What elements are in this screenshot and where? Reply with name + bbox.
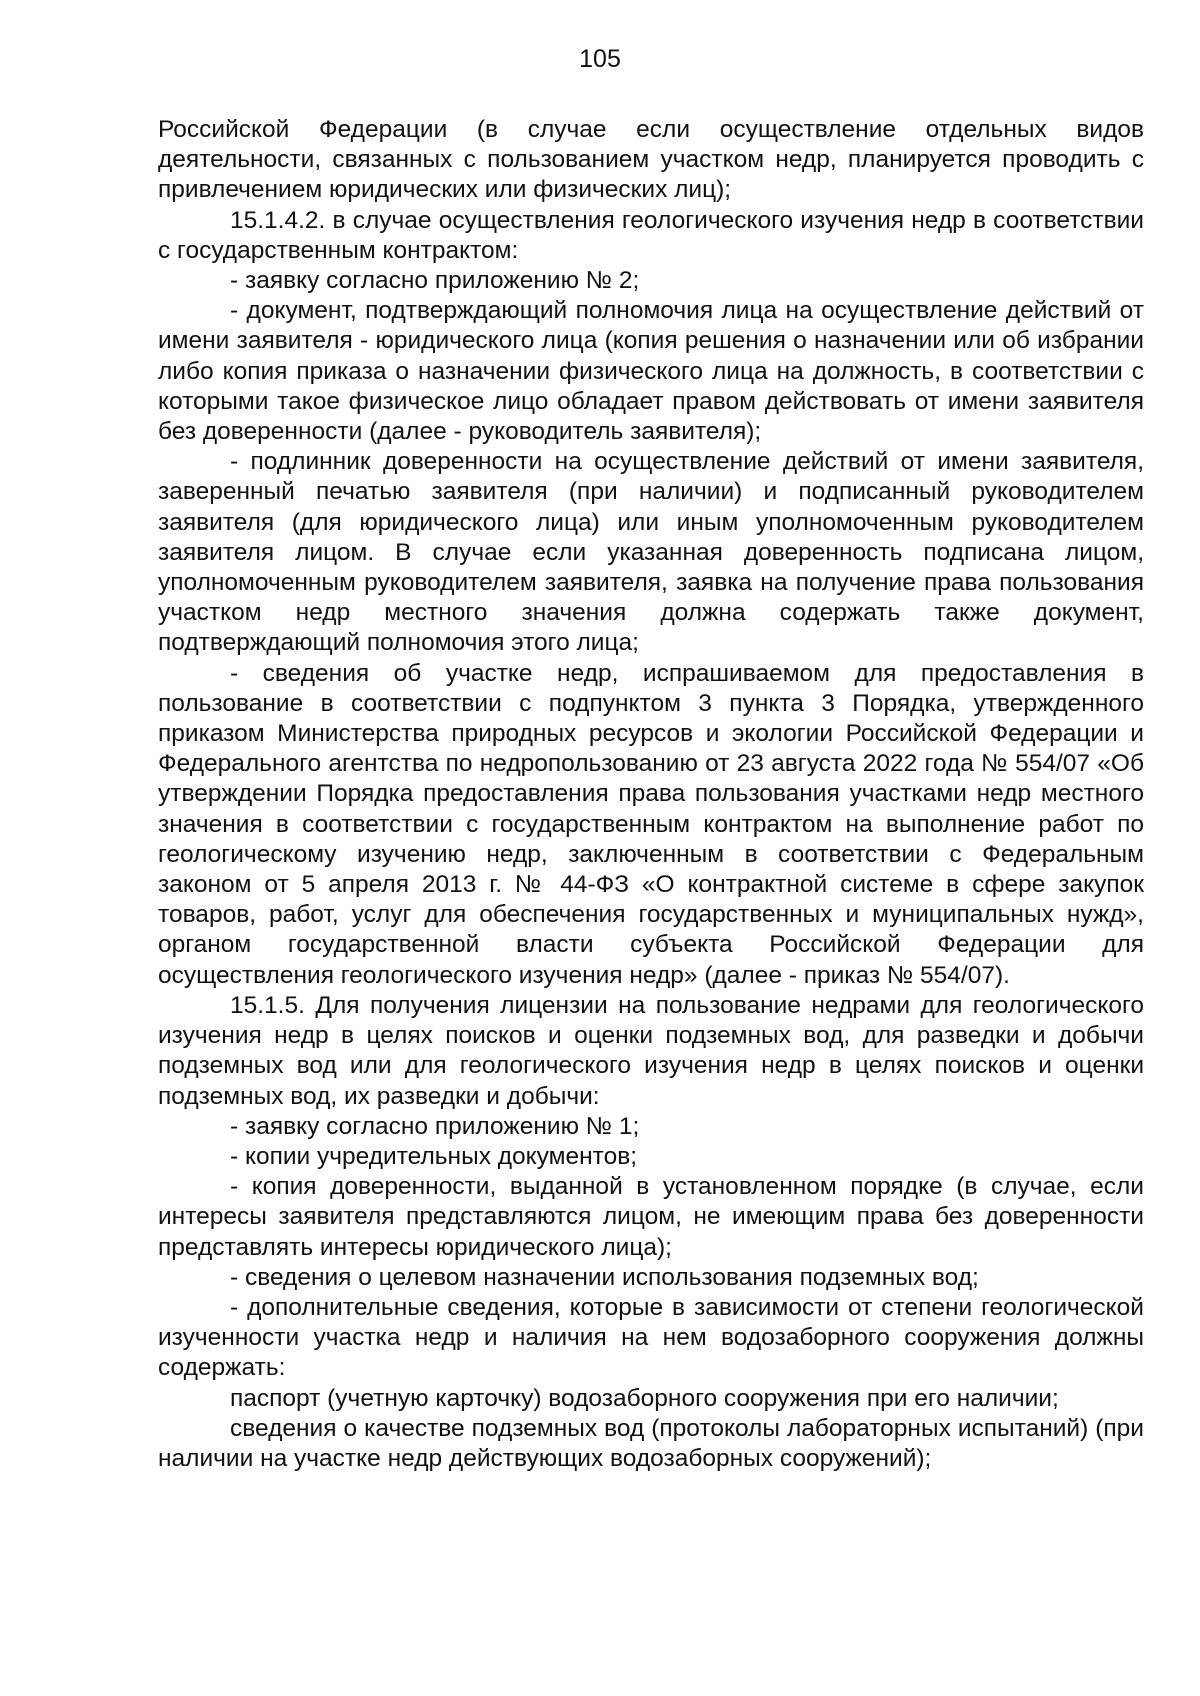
list-item: - копии учредительных документов; <box>230 1142 638 1170</box>
list-item: - сведения о целевом назначении использования подземных вод; <box>230 1263 979 1291</box>
paragraph: паспорт (учетную карточку) водозаборного сооружения при его наличии; <box>230 1384 1059 1412</box>
list-item: - копия доверенности, выданной в установленном порядке (в случае, если интересы заявителя представляются лицом, не имеющим права без доверенности представлять интересы юридического лица); <box>158 1173 1144 1261</box>
list-item: - сведения об участке недр, испрашиваемом для предоставления в пользование в соответствии с подпунктом 3 пункта 3 Порядка, утвержденного приказом Министерства природных ресурсов и экологии Российской Федерации и Федерального агентства по недропользованию от 23 августа 2022 года № 554/07 «Об утверждении Порядка предоставления права пользования участками недр местного значения в соответствии с государственным контрактом на выполнение работ по геологическому изучению недр, заключенным в соответствии с Федеральным законом от 5 апреля 2013 г. № 44-ФЗ «О контрактной системе в сфере закупок товаров, работ, услуг для обеспечения государственных и муниципальных нужд», органом государственной власти субъекта Российской Федерации для осуществления геологического изучения недр» (далее - приказ № 554/07). <box>158 659 1144 989</box>
paragraph: 15.1.4.2. в случае осуществления геологического изучения недр в соответствии с государственным контрактом: <box>158 206 1144 264</box>
list-item: - заявку согласно приложению № 2; <box>230 267 640 295</box>
list-item: - подлинник доверенности на осуществление действий от имени заявителя, заверенный печатью заявителя (при наличии) и подписанный руководителем заявителя (для юридического лица) или иным уполномоченным руководителем заявителя лицом. В случае если указанная доверенность подписана лицом, уполномоченным руководителем заявителя, заявка на получение права пользования участком недр местного значения должна содержать также документ, подтверждающий полномочия этого лица; <box>158 448 1144 657</box>
page-number: 105 <box>579 45 621 73</box>
list-item: - заявку согласно приложению № 1; <box>230 1112 640 1140</box>
document-body <box>158 115 1144 1474</box>
paragraph: Российской Федерации (в случае если осуществление отдельных видов деятельности, связанных с пользованием участком недр, планируется проводить с привлечением юридических или физических лиц); <box>158 116 1144 204</box>
paragraph: 15.1.5. Для получения лицензии на пользование недрами для геологического изучения недр в целях поисков и оценки подземных вод, для разведки и добычи подземных вод или для геологического изучения недр в целях поисков и оценки подземных вод, их разведки и добычи: <box>158 991 1144 1110</box>
list-item: - дополнительные сведения, которые в зависимости от степени геологической изученности участка недр и наличия на нем водозаборного сооружения должны содержать: <box>158 1293 1144 1382</box>
list-item: - документ, подтверждающий полномочия лица на осуществление действий от имени заявителя - юридического лица (копия решения о назначении или об избрании либо копия приказа о назначении физического лица на должность, в соответствии с которыми такое физическое лицо обладает правом действовать от имени заявителя без доверенности (далее - руководитель заявителя); <box>158 297 1144 446</box>
paragraph: сведения о качестве подземных вод (протоколы лабораторных испытаний) (при наличии на участке недр действующих водозаборных сооружений); <box>158 1414 1144 1472</box>
